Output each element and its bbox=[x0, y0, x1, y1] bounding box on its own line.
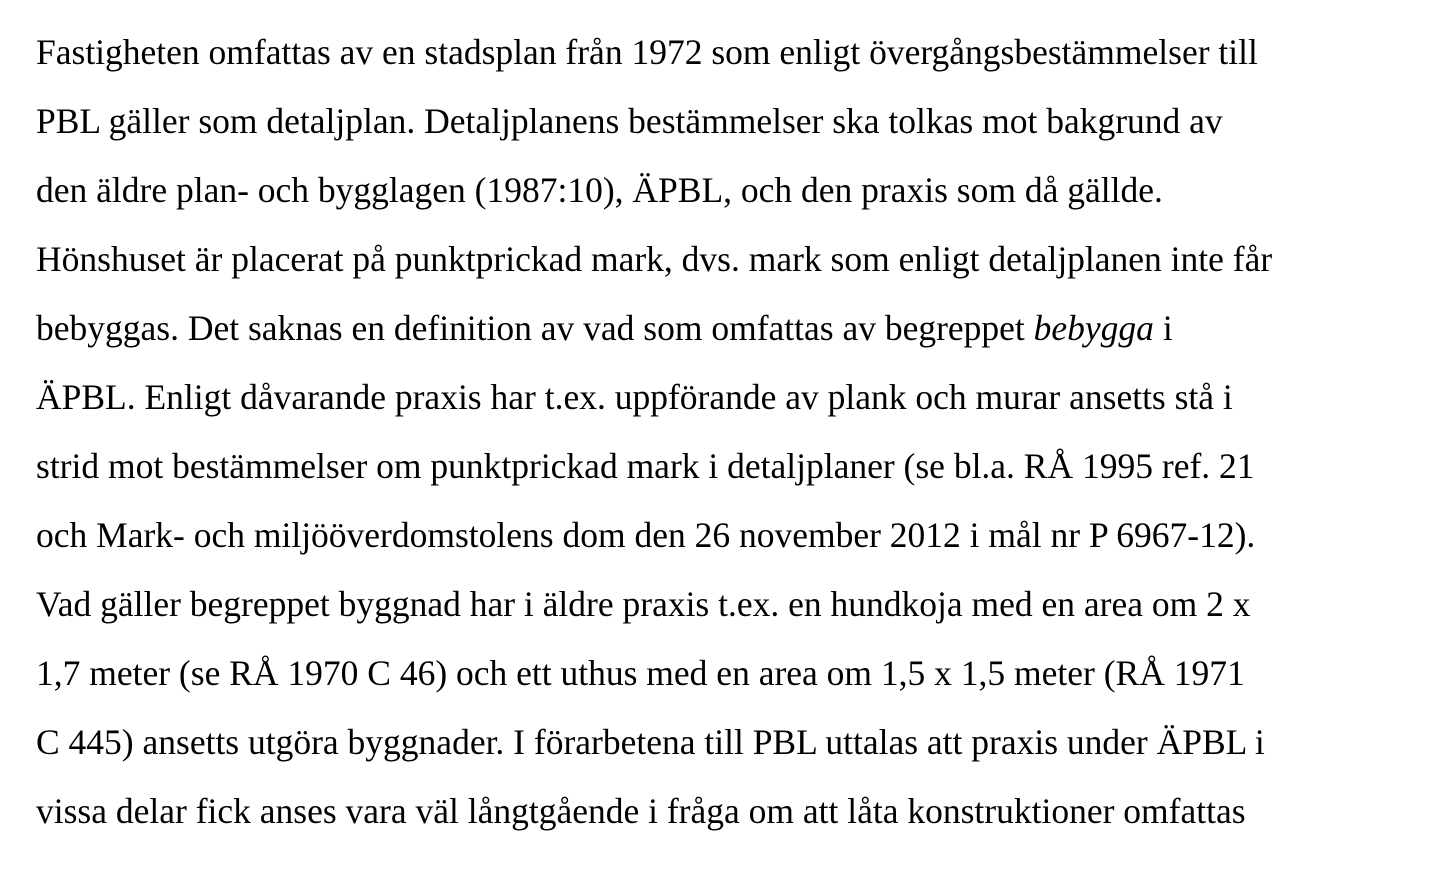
text-line-5-before: bebyggas. Det saknas en definition av vad som omfattas av begreppet bbox=[36, 308, 1034, 348]
emphasized-term: bebygga bbox=[1033, 308, 1154, 348]
text-line-9-content: Vad gäller begreppet byggnad har i äldre praxis t.ex. en hundkoja med en area om 2 x bbox=[36, 584, 1251, 624]
text-line-1-content: Fastigheten omfattas av en stadsplan från 1972 som enligt övergångsbestämmelser till bbox=[36, 32, 1258, 72]
text-line-6-content: ÄPBL. Enligt dåvarande praxis har t.ex. uppförande av plank och murar ansetts stå i bbox=[36, 377, 1233, 417]
text-line-8-content: och Mark- och miljööverdomstolens dom den 26 november 2012 i mål nr P 6967-12). bbox=[36, 515, 1256, 555]
text-line-12 bbox=[36, 777, 1436, 846]
text-line-12-content: vissa delar fick anses vara väl långtgående i fråga om att låta konstruktioner omfattas bbox=[36, 791, 1246, 831]
text-line-5-after: i bbox=[1153, 308, 1173, 348]
text-line-1 bbox=[36, 18, 1436, 87]
text-line-9 bbox=[36, 570, 1436, 639]
text-line-7 bbox=[36, 432, 1436, 501]
text-line-3 bbox=[36, 156, 1436, 225]
text-line-4-content: Hönshuset är placerat på punktprickad mark, dvs. mark som enligt detaljplanen inte får bbox=[36, 239, 1273, 279]
document-body bbox=[36, 18, 1436, 846]
text-line-10 bbox=[36, 639, 1436, 708]
text-line-7-content: strid mot bestämmelser om punktprickad mark i detaljplaner (se bl.a. RÅ 1995 ref. 21 bbox=[36, 446, 1255, 486]
text-line-6 bbox=[36, 363, 1436, 432]
text-line-2-content: PBL gäller som detaljplan. Detaljplanens bestämmelser ska tolkas mot bakgrund av bbox=[36, 101, 1223, 141]
text-line-5 bbox=[36, 294, 1436, 363]
text-line-10-content: 1,7 meter (se RÅ 1970 C 46) och ett uthus med en area om 1,5 x 1,5 meter (RÅ 1971 bbox=[36, 653, 1245, 693]
text-line-3-content: den äldre plan- och bygglagen (1987:10), ÄPBL, och den praxis som då gällde. bbox=[36, 170, 1163, 210]
text-line-2 bbox=[36, 87, 1436, 156]
text-line-11-content: C 445) ansetts utgöra byggnader. I förarbetena till PBL uttalas att praxis under ÄPBL i bbox=[36, 722, 1265, 762]
text-line-4 bbox=[36, 225, 1436, 294]
text-line-11 bbox=[36, 708, 1436, 777]
text-line-8 bbox=[36, 501, 1436, 570]
